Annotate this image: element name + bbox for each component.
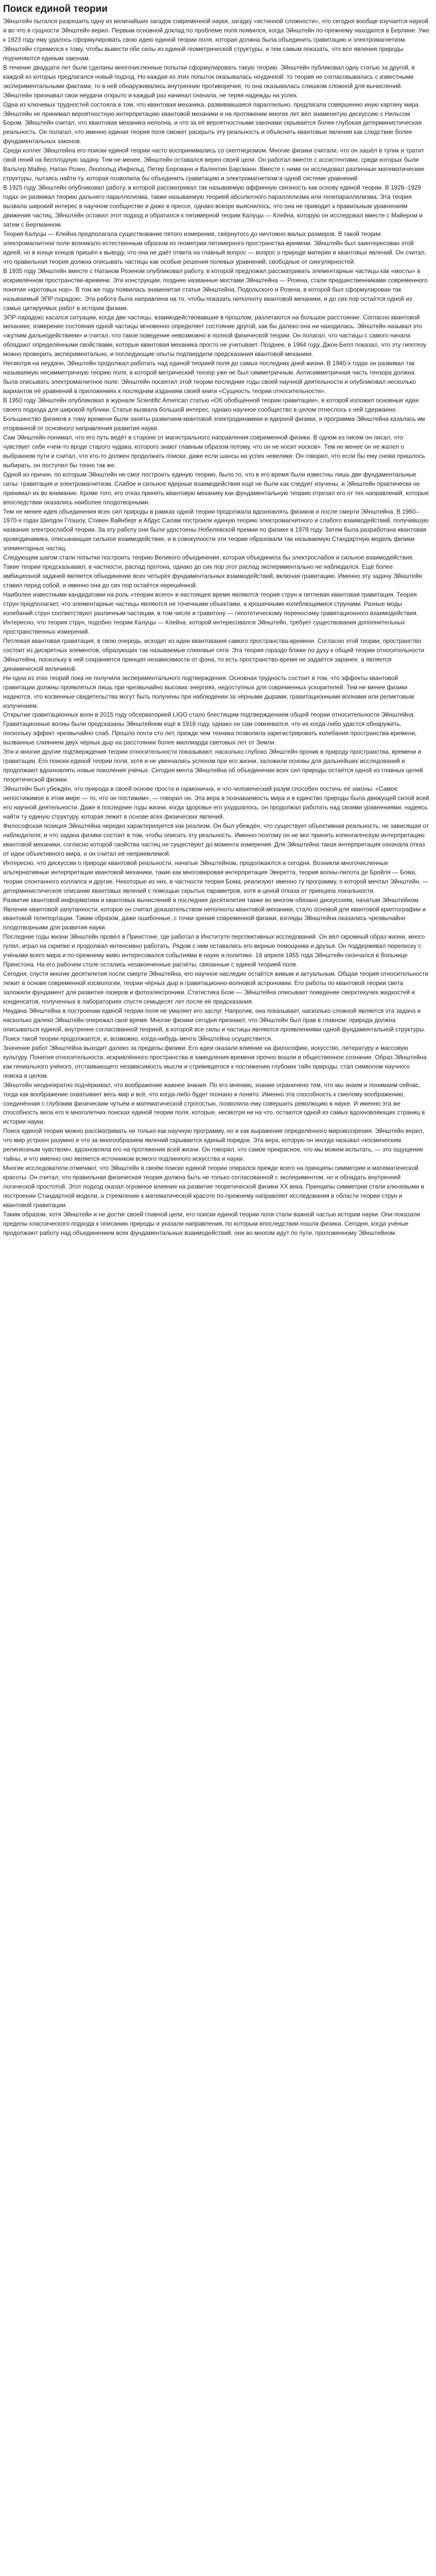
page-title: Поиск единой теории (3, 4, 108, 14)
article-paragraph: Открытие гравитационных волн в 2015 году обсерваторией LIGO стало блестящим подтверждением общей теории относительности Эйнштейна. Гравитационные волны были предсказаны Эйнштейном ещё в 1916 году, однако он сам сомневался, что их когда-либо удастся обнаружить, поскольку эффект чрезвычайно слаб. Прошло почти сто лет, прежде чем техника позволила зарегистрировать колебания пространства-времени, вызванные слиянием двух чёрных дыр на расстоянии более миллиарда световых лет от Земли. (3, 711, 417, 747)
article-paragraph: Эйнштейн пытался разрешить одну из величайших загадок современной науки, загадку «истинной сложности», что сегодня вообще изучается наукой и во что в сущности Эйнштейн верил. Первым основной доклад по проблеме поля появился, когда Эйнштейн по-прежнему находился в Берлине. Уже к 1923 году ему удалось сформулировать свою идею единой теории поля, которая должна была объединить гравитацию и электромагнетизм. Эйнштейн стремился к тому, чтобы вывести обе силы из единой геометрической структуры, и тем самым показать, что все явления природы подчиняются единым законам. (3, 18, 430, 62)
article-paragraph: Следующим шагом стали попытки построить теорию Великого объединения, которая объединила бы электрослабое и сильное взаимодействия. Такие теории предсказывают, в частности, распад протона, однако до сих пор этот распад экспериментально не наблюдался. Ещё более амбициозной задачей является объединение всех четырёх фундаментальных взаимодействий, включая гравитацию. Именно эту задачу Эйнштейн ставил перед собой, и именно она до сих пор остаётся нерешённой. (3, 554, 422, 589)
article-paragraph: Сам Эйнштейн понимал, что его путь ведёт в стороне от магистрального направления современной физики. В одном из писем он писал, что чувствует себя «чем-то вроде старого чудака, которого знают главным образом потому, что он не носит носков». Тем не менее он не жалел о выбранном пути и считал, что кто-то должен продолжать поиски, даже если шансы на успех невелики. Он говорил, что если бы ему снова пришлось выбирать, он поступил бы точно так же. (3, 433, 425, 469)
article-paragraph: Теория Калуцы — Клейна предполагала существование пятого измерения, свёрнутого до ничтожно малых размеров. В такой теории электромагнитное поле возникало естественным образом из геометрии пятимерного пространства-времени. Эйнштейн был заинтересован этой идеей, но в конце концов пришёл к выводу, что она не даёт ответа на главный вопрос — вопрос о природе материи и квантовых явлений. Он считал, что правильная теория должна описывать частицы как особые решения полевых уравнений, свободные от сингулярностей. (3, 230, 426, 265)
article-paragraph: Значение работ Эйнштейна выходит далеко за пределы физики. Его идеи оказали влияние на философию, искусство, литературу и массовую культуру. Понятия относительности, искривлённого пространства и замедления времени прочно вошли в общественное сознание. Образ Эйнштейна как гениального учёного, отстаивающего независимость мысли и стремящегося к постижению глубоких тайн природы, стал символом научного поиска в целом. (3, 1044, 427, 1079)
article-paragraph: Эйнштейн неоднократно подчёркивал, что воображение важнее знания. По его мнению, знание ограничено тем, что мы знаем и понимаем сейчас, тогда как воображение охватывает весь мир и всё, что когда-либо будет познано и понято. Именно эта способность к смелому воображению, соединённая с глубоким физическим чутьём и математической строгостью, позволила ему совершить революцию в науке. И именно эта же способность вела его в многолетних поисках единой теории поля, которые, несмотря ни на что, остаются одной из самых вдохновляющих страниц в истории науки. (3, 1081, 425, 1126)
article-paragraph: Одна из ключевых трудностей состояла в том, что квантовая механика, развивавшаяся параллельно, предлагала совершенно иную картину мира. Эйнштейн не принимал вероятностную интерпретацию квантовой механики и на протяжении многих лет вёл знаменитую дискуссию с Нильсом Бором. Эйнштейн считал, что квантовая механика неполна, и что за её вероятностными законами скрывается более глубокая детерминистическая реальность. Он полагал, что именно единая теория поля сможет раскрыть эту реальность и объяснить квантовые явления как следствие более фундаментальных законов. (3, 100, 422, 145)
article-paragraph: В 1925 году Эйнштейн опубликовал работу, в которой рассматривал так называемую аффинную связность как основу единой теории. В 1928–1929 годах он развивал теорию дальнего параллелизма, также называемую теорией абсолютного параллелизма или телепараллелизма. Эта теория вызвала широкий интерес в научном сообществе и даже в прессе, однако вскоре выяснилось, что она не приводит к правильным уравнениям движения частиц. Эйнштейн оставил этот подход и обратился к пятимерной теории Калуцы — Клейна, которую он исследовал вместе с Майером и затем с Бергманном. (3, 184, 423, 228)
article-paragraph: Эйнштейн был убеждён, что природа в своей основе проста и гармонична, и что человеческий разум способен постичь её законы. «Самое непостижимое в этом мире — то, что он постижим», — говорил он. Эта вера в познаваемость мира и в единство природы была движущей силой всей его научной деятельности. Даже в последние годы жизни, когда здоровье его ухудшалось, он продолжал работать над своими уравнениями, надеясь найти ту единую структуру, которая лежит в основе всех физических явлений. (3, 785, 429, 820)
article-paragraph: Среди коллег Эйнштейна его поиски единой теории часто воспринимались со скептицизмом. Многие физики считали, что он зашёл в тупик и тратит свой гений на бесплодную задачу. Тем не менее, Эйнштейн оставался верен своей цели. Он работал вместе с ассистентами, среди которых были Вальтер Майер, Натан Розен, Леопольд Инфельд, Петер Бергманн и Валентин Баргманн. Вместе с ними он исследовал различные математические структуры, пытаясь найти ту, которая позволила бы объединить гравитацию и электромагнетизм в одной системе уравнений. (3, 147, 425, 182)
article-paragraph: Тем не менее идея объединения всех сил природы в рамках одной теории продолжала вдохновлять физиков и после смерти Эйнштейна. В 1960–1970-х годах Шелдон Глэшоу, Стивен Вайнберг и Абдус Салам построили единую теорию электромагнитного и слабого взаимодействий, получившую название электрослабой теории. За эту работу они были удостоены Нобелевской премии по физике в 1979 году. Затем была разработана квантовая хромодинамика, описывающая сильное взаимодействие, и в совокупности эти теории образовали так называемую Стандартную модель физики элементарных частиц. (3, 507, 429, 552)
article-paragraph: Наиболее известными кандидатами на роль «теории всего» в настоящее время являются теория струн и петлевая квантовая гравитация. Теория струн предполагает, что элементарные частицы являются не точечными объектами, а крошечными колеблющимися струнами. Разные моды колебаний струн соответствуют различным частицам, в том числе и гравитону — гипотетическому переносчику гравитационного взаимодействия. Интересно, что теория струн, подобно теории Калуцы — Клейна, которой интересовался Эйнштейн, требует существования дополнительных пространственных измерений. (3, 591, 418, 635)
article-paragraph: Сегодня, спустя многие десятилетия после смерти Эйнштейна, его научное наследие остаётся живым и актуальным. Общая теория относительности лежит в основе современной космологии, теории чёрных дыр и гравитационно-волновой астрономии. Его работы по квантовой теории света заложили фундамент для развития лазеров и фотоэлектроники. Статистика Бозе — Эйнштейна описывает поведение сверхтекучих жидкостей и конденсатов, полученных в лабораториях спустя семьдесят лет после её предсказания. (3, 970, 429, 1006)
article-paragraph: Интересно, что дискуссии о природе квантовой реальности, начатые Эйнштейном, продолжаются и сегодня. Возникли многочисленные альтернативные интерпретации квантовой механики, такие как многомировая интерпретация Эверетта, теория волны-пилота де Бройля — Бома, теории спонтанного коллапса и другие. Некоторые из них, в частности теория Бома, реализуют именно ту программу, о которой мечтал Эйнштейн, — детерминистическое описание квантовых явлений с помощью скрытых параметров, хотя и ценой отказа от принципа локальности. (3, 859, 428, 894)
article-paragraph: В 1950 году Эйнштейн опубликовал в журнале Scientific American статью «Об обобщённой теории гравитации», в которой изложил основные идеи своего подхода для широкой публики. Статья вызвала большой интерес, однако научное сообщество в целом отнеслось к ней сдержанно. Большинство физиков к тому времени были заняты развитием квантовой электродинамики и ядерной физики, и программа Эйнштейна казалась им оторванной от основного направления развития науки. (3, 397, 425, 432)
article-paragraph: Таким образом, хотя Эйнштейн и не достиг своей главной цели, его поиски единой теории поля стали важной частью истории науки. Они показали пределы классического подхода к описанию природы и указали направления, по которым впоследствии пошла физика. Сегодня, когда учёные продолжают работу над объединением всех фундаментальных взаимодействий, они во многом идут по пути, проложенному Эйнштейном. (3, 1210, 421, 1236)
article-paragraph: В 1935 году Эйнштейн вместе с Натаном Розеном опубликовал работу, в которой предложил рассматривать элементарные частицы как «мосты» в искривлённом пространстве-времени. Эти конструкции, позднее названные мостами Эйнштейна — Розена, стали предшественниками современного понятия «кротовых нор». В том же году появилась знаменитая статья Эйнштейна, Подольского и Розена, в которой был сформулирован так называемый ЭПР-парадокс. Эта работа была направлена на то, чтобы показать неполноту квантовой механики, и до сих пор остаётся одной из самых цитируемых работ в истории физики. (3, 267, 428, 312)
article-paragraph: Ни одна из этих теорий пока не получила экспериментального подтверждения. Основная трудность состоит в том, что эффекты квантовой гравитации должны проявляться лишь при чрезвычайно высоких энергиях, недоступных для современных ускорителей. Тем не менее физики надеются, что косвенные свидетельства могут быть получены при наблюдении за чёрными дырами, гравитационными волнами или реликтовым излучением. (3, 674, 414, 709)
article-body (3, 17, 430, 1238)
article-paragraph: Многие исследователи отмечают, что Эйнштейн в своём поиске единой теории опирался прежде всего на принципы симметрии и математической красоты. Он считал, что правильная физическая теория должна быть не только согласованной с экспериментом, но и обладать внутренней логической простотой. Этот подход оказал огромное влияние на развитие теоретической физики XX века. Принципы симметрии стали ключевыми в построении Стандартной модели, а стремление к математической красоте по-прежнему направляет исследования в области теории струн и квантовой гравитации. (3, 1164, 424, 1209)
article-paragraph: Несмотря на неудачи, Эйнштейн продолжал работать над единой теорией поля до самых последних дней жизни. В 1940-х годах он развивал так называемую несимметричную теорию поля, в которой метрический тензор уже не был симметричным. Антисимметричная часть тензора должна была описывать электромагнитное поле. Эйнштейн посвятил этой теории последние годы своей научной деятельности и опубликовал несколько вариантов её уравнений в приложениях к последним изданиям своей книги «Сущность теории относительности». (3, 360, 416, 395)
article-paragraph: ЭПР-парадокс касался ситуации, когда две частицы, взаимодействовавшие в прошлом, разлетаются на большое расстояние. Согласно квантовой механике, измерение состояния одной частицы мгновенно определяет состояние другой, как бы далеко она ни находилась. Эйнштейн называл это «жутким дальнодействием» и считал, что такое поведение невозможно в полной физической теории. Он полагал, что частицы с самого начала обладают определёнными свойствами, которые квантовая механика просто не учитывает. Позднее, в 1964 году, Джон Белл показал, что эту гипотезу можно проверить экспериментально, и последующие опыты подтвердили предсказания квантовой механики. (3, 313, 427, 358)
article-paragraph: Эти и многие другие подтверждения теории относительности показывают, насколько глубоко Эйнштейн проник в природу пространства, времени и гравитации. Его поиски единой теории поля, хотя и не увенчались успехом при его жизни, заложили основы для дальнейших исследований и продолжают вдохновлять новые поколения учёных. Сегодня мечта Эйнштейна об объединении всех сил природы остаётся одной из главных целей теоретической физики. (3, 748, 423, 784)
article-paragraph: Философская позиция Эйнштейна нередко характеризуется как реализм. Он был убеждён, что существует объективная реальность, не зависящая от наблюдателя, и что задача физики состоит в том, чтобы описать эту реальность. Именно поэтому он не мог принять копенгагенскую интерпретацию квантовой механики, согласно которой свойства частиц не существуют до момента измерения. Для Эйнштейна такая интерпретация означала отказ от идеи объективного мира, и он считал её неприемлемой. (3, 822, 429, 857)
article-paragraph: Развитие квантовой информатики и квантовых вычислений в последние десятилетия также во многом обязано дискуссиям, начатым Эйнштейном. Явление квантовой запутанности, которое он считал доказательством неполноты квантовой механики, стало основой для квантовой криптографии и квантовой телепортации. Таким образом, даже ошибочные, с точки зрения современной физики, взгляды Эйнштейна оказались чрезвычайно плодотворными для развития науки. (3, 896, 426, 931)
article-paragraph: Последние годы жизни Эйнштейн провёл в Принстоне, где работал в Институте перспективных исследований. Он вёл скромный образ жизни, много гулял, играл на скрипке и продолжал интенсивно работать. Рядом с ним оставались его верные помощники и друзья. Он поддерживал переписку с учёными всего мира и по-прежнему живо интересовался событиями в науке и политике. 18 апреля 1955 года Эйнштейн скончался в больнице Принстона. На его рабочем столе остались незаконченные расчёты, связанные с единой теорией поля. (3, 933, 425, 969)
article-paragraph: Петлевая квантовая гравитация, в свою очередь, исходит из идеи квантования самого пространства-времени. Согласно этой теории, пространство состоит из дискретных элементов, образующих так называемые спиновые сети. Эта теория гораздо ближе по духу к общей теории относительности Эйнштейна, поскольку в ней сохраняется принцип независимости от фона, то есть пространство-время не задаётся заранее, а является динамической величиной. (3, 637, 425, 672)
article-paragraph: В течение двадцати лет были сделаны многочисленные попытки сформулировать такую теорию. Эйнштейн публиковал одну статью за другой, в каждой из которых предлагался новый подход. Но каждая из этих попыток оказывалась неудачной: то теория не согласовывалась с известными экспериментальными фактами, то в ней обнаруживались внутренние противоречия, то она оказывалась слишком сложной для вычислений. Эйнштейн признавал свои неудачи открыто и каждый раз начинал сначала, не теряя надежды на успех. (3, 63, 415, 99)
article-paragraph: Неудача Эйнштейна в построении единой теории поля не умаляет его заслуг. Напротив, она показывает, насколько сложной является эта задача и насколько далеко Эйнштейн опережал своё время. Многие физики сегодня признают, что Эйнштейн был прав в главном: природа должна описываться единой, внутренне согласованной теорией, в которой все силы и частицы являются проявлениями одной фундаментальной структуры. Поиск такой теории продолжается, и, возможно, когда-нибудь мечта Эйнштейна осуществится. (3, 1007, 426, 1042)
article-paragraph: Одной из причин, по которым Эйнштейн не смог построить единую теорию, было то, что в его время были известны лишь две фундаментальные силы: гравитация и электромагнетизм. Слабое и сильное ядерные взаимодействия ещё не были как следует изучены, и Эйнштейн практически не принимал их во внимание. Кроме того, его отказ принять квантовую механику как фундаментальную теорию отрезал его от тех направлений, которые впоследствии оказались наиболее плодотворными. (3, 470, 429, 506)
article-paragraph: Поиск единой теории можно рассматривать не только как научную программу, но и как выражение определённого мировоззрения. Эйнштейн верил, что мир устроен разумно и что за многообразием явлений скрывается единый порядок. Эта вера, которую он иногда называл «космическим религиозным чувством», вдохновляла его на протяжении всей жизни. Он говорил, что самое прекрасное, что мы можем испытать, — это ощущение тайны, и что именно оно является источником всякого подлинного искусства и науки. (3, 1127, 424, 1163)
